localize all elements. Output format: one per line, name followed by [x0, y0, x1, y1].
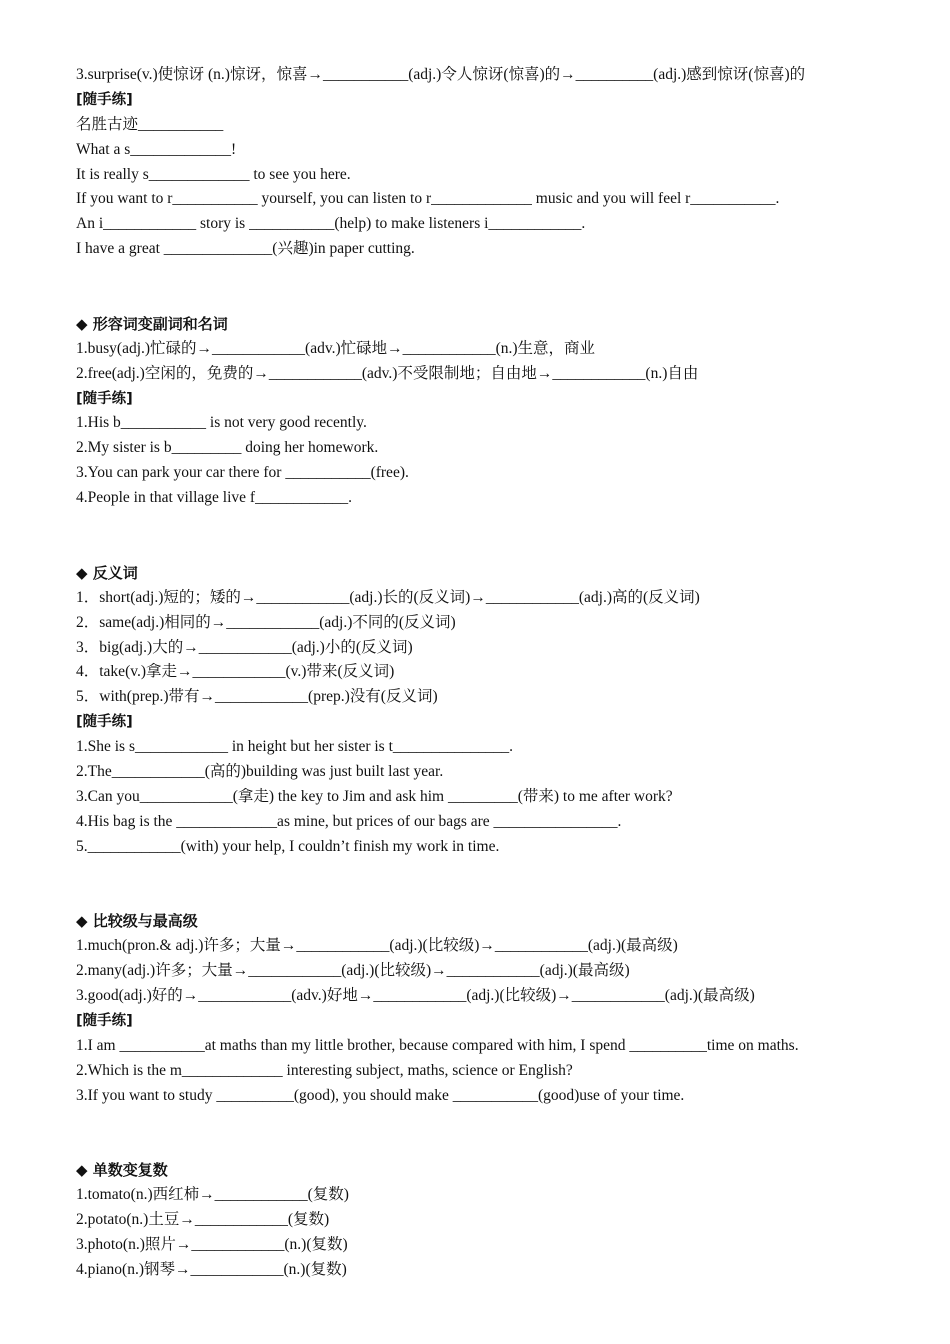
exercise-line: 1.She is s____________ in height but her sister is t_______________.	[76, 738, 514, 756]
section-heading: ◆ 比较级与最高级	[76, 912, 198, 931]
exercise-line: 1.His b___________ is not very good recently.	[76, 414, 367, 432]
section-surprise	[76, 63, 936, 262]
rule-line: 1.busy(adj.)忙碌的→____________(adv.)忙碌地→____________(n.)生意，商业	[76, 339, 596, 357]
rule-line: 3.surprise(v.)使惊讶 (n.)惊讶，惊喜→___________(adj.)令人惊讶(惊喜)的→__________(adj.)感到惊讶(惊喜)的	[76, 66, 806, 83]
rule-line: 4.piano(n.)钢琴→____________(n.)(复数)	[76, 1260, 347, 1278]
spacer	[76, 1108, 936, 1158]
rule-line: 1.tomato(n.)西红柿→____________(复数)	[76, 1186, 349, 1204]
exercise-line: An i____________ story is ___________(help) to make listeners i____________.	[76, 215, 586, 233]
rule-line: 1．short(adj.)短的；矮的→____________(adj.)长的(反义词)→____________(adj.)高的(反义词)	[76, 588, 700, 606]
exercise-line: 1.I am ___________at maths than my little brother, because compared with him, I spend __________time on maths.	[76, 1036, 799, 1054]
exercise-line: 名胜古迹___________	[76, 115, 224, 133]
exercise-line: 4.His bag is the _____________as mine, but prices of our bags are ________________.	[76, 812, 622, 830]
rule-line: 2.potato(n.)土豆→____________(复数)	[76, 1211, 330, 1229]
section-adj-adv	[76, 312, 936, 511]
rule-line: 2.many(adj.)许多；大量→____________(adj.)(比较级)→____________(adj.)(最高级)	[76, 962, 630, 980]
rule-line: 3.good(adj.)好的→____________(adv.)好地→____________(adj.)(比较级)→____________(adj.)(最高级)	[76, 987, 755, 1004]
section-heading: ◆ 单数变复数	[76, 1161, 168, 1180]
spacer	[76, 511, 936, 561]
spacer	[76, 860, 936, 910]
exercise-line: 5.____________(with) your help, I couldn’t finish my work in time.	[76, 837, 500, 855]
practice-label: [随手练]	[76, 714, 133, 731]
exercise-line: It is really s_____________ to see you here.	[76, 165, 351, 183]
exercise-line: 3.If you want to study __________(good), you should make ___________(good)use of your time.	[76, 1086, 685, 1104]
practice-label: [随手练]	[76, 390, 133, 407]
exercise-line: What a s_____________!	[76, 140, 237, 158]
rule-line: 2.free(adj.)空闲的，免费的→____________(adv.)不受限制地；自由地→____________(n.)自由	[76, 364, 699, 382]
section-plural	[76, 1158, 936, 1282]
exercise-line: 2.My sister is b_________ doing her homework.	[76, 439, 379, 457]
exercise-line: 3.You can park your car there for ___________(free).	[76, 464, 409, 482]
rule-line: 4．take(v.)拿走→____________(v.)带来(反义词)	[76, 663, 395, 681]
practice-label: [随手练]	[76, 1012, 133, 1029]
exercise-line: 4.People in that village live f____________.	[76, 489, 352, 507]
exercise-line: If you want to r___________ yourself, you can listen to r_____________ music and you will feel r___________.	[76, 190, 780, 208]
section-heading: ◆ 反义词	[76, 563, 138, 582]
rule-line: 5．with(prep.)带有→____________(prep.)没有(反义词)	[76, 688, 438, 706]
section-comparison	[76, 909, 936, 1108]
exercise-line: I have a great ______________(兴趣)in paper cutting.	[76, 240, 415, 258]
section-heading: ◆ 形容词变副词和名词	[76, 314, 228, 333]
exercise-line: 2.The____________(高的)building was just built last year.	[76, 762, 444, 780]
practice-label: [随手练]	[76, 91, 133, 108]
spacer	[76, 262, 936, 312]
rule-line: 2．same(adj.)相同的→____________(adj.)不同的(反义词)	[76, 613, 456, 631]
worksheet-page	[76, 63, 936, 1283]
rule-line: 3.photo(n.)照片→____________(n.)(复数)	[76, 1235, 348, 1253]
exercise-line: 2.Which is the m_____________ interesting subject, maths, science or English?	[76, 1061, 573, 1079]
section-antonyms	[76, 561, 936, 860]
rule-line: 3．big(adj.)大的→____________(adj.)小的(反义词)	[76, 638, 413, 656]
rule-line: 1.much(pron.& adj.)许多；大量→____________(adj.)(比较级)→____________(adj.)(最高级)	[76, 937, 678, 955]
exercise-line: 3.Can you____________(拿走) the key to Jim and ask him _________(带来) to me after work?	[76, 787, 673, 805]
